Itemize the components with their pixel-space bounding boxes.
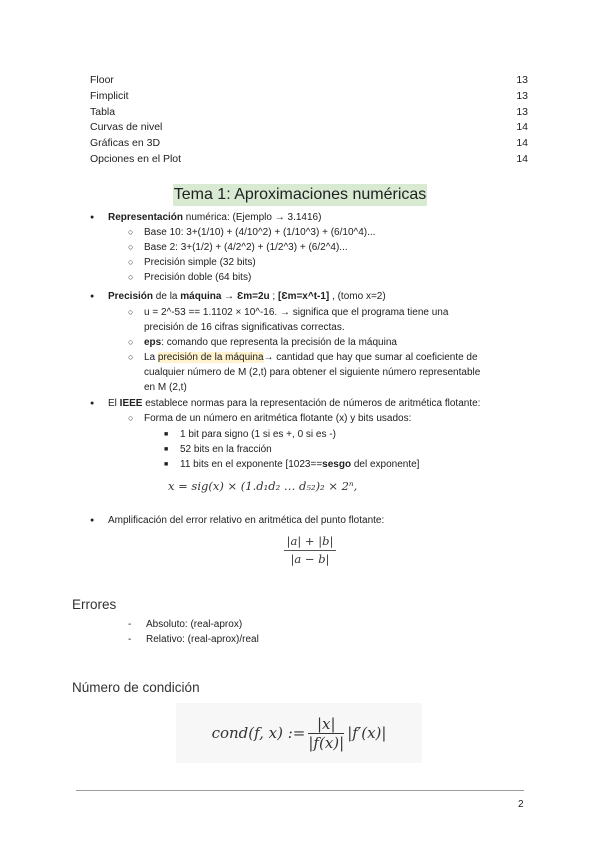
table-of-contents xyxy=(90,73,528,168)
list-item: ○ u = 2^-53 == 1.1102 × 10^-16. → significa que el programa tiene una xyxy=(144,305,448,320)
title-container xyxy=(0,184,600,206)
list-item-continued: precisión de 16 cifras significativas correctas. xyxy=(144,322,345,333)
list-item: - Absoluto: (real-aprox) xyxy=(146,617,242,632)
errores-heading: Errores xyxy=(72,597,117,612)
list-item-continued: en M (2,t) xyxy=(144,382,187,393)
formula-amplification xyxy=(270,534,350,566)
formula-denominator: |a − b| xyxy=(290,552,330,566)
condicion-heading: Número de condición xyxy=(72,680,200,695)
list-item-representacion: ● Representación numérica: (Ejemplo → 3.1416) xyxy=(108,210,321,225)
list-item-continued: cualquier número de M (2,t) para obtener el siguiente número representable xyxy=(144,367,481,378)
page-number: 2 xyxy=(518,799,524,810)
highlighted-text: precisión de la máquina xyxy=(157,352,264,363)
list-item: ○ Base 10: 3+(1/10) + (4/10^2) + (1/10^3) + (6/10^4)... xyxy=(144,225,375,240)
formula-floating-point: x = sig(x) × (1.d₁d₂ … d₅₂)₂ × 2ⁿ, xyxy=(168,479,358,493)
list-item: ○ Forma de un número en aritmética flotante (x) y bits usados: xyxy=(144,411,411,426)
list-item: ■ 11 bits en el exponente [1023==sesgo del exponente] xyxy=(180,457,419,472)
list-item: ■ 1 bit para signo (1 si es +, 0 si es -) xyxy=(180,427,336,442)
list-item-ieee: ● El IEEE establece normas para la representación de números de aritmética flotante: xyxy=(108,396,480,411)
list-item: ○ Base 2: 3+(1/2) + (4/2^2) + (1/2^3) + (6/2^4)... xyxy=(144,240,348,255)
toc-entry[interactable]: Curvas de nivel 14 xyxy=(90,121,528,134)
formula-numerator: |a| + |b| xyxy=(286,534,334,548)
list-item: - Relativo: (real-aprox)/real xyxy=(146,632,259,647)
list-item: ○ eps: comando que representa la precisión de la máquina xyxy=(144,335,397,350)
list-item: ■ 52 bits en la fracción xyxy=(180,442,272,457)
list-item-precision: ● Precisión de la máquina → Ɛm=2u ; [Ɛm=x^t-1] , (tomo x=2) xyxy=(108,289,386,304)
formula-condition-number: cond(f, x) := |x| |f(x)| |f′(x)| xyxy=(176,703,422,763)
toc-entry[interactable]: Tabla 13 xyxy=(90,105,528,118)
list-item: ○ Precisión doble (64 bits) xyxy=(144,270,251,285)
toc-entry[interactable]: Opciones en el Plot 14 xyxy=(90,152,528,165)
fraction: |x| |f(x)| xyxy=(308,714,345,752)
fraction-bar xyxy=(284,550,336,551)
toc-entry[interactable]: Fimplicit 13 xyxy=(90,89,528,102)
list-item-amplificacion: ● Amplificación del error relativo en aritmética del punto flotante: xyxy=(108,513,384,528)
list-item: ○ La precisión de la máquina→ cantidad que hay que sumar al coeficiente de xyxy=(144,350,478,365)
section-title: Tema 1: Aproximaciones numéricas xyxy=(173,184,428,206)
footer-divider xyxy=(76,790,524,791)
list-item: ○ Precisión simple (32 bits) xyxy=(144,255,256,270)
toc-entry[interactable]: Gráficas en 3D 14 xyxy=(90,137,528,150)
toc-entry[interactable]: Floor 13 xyxy=(90,74,528,86)
